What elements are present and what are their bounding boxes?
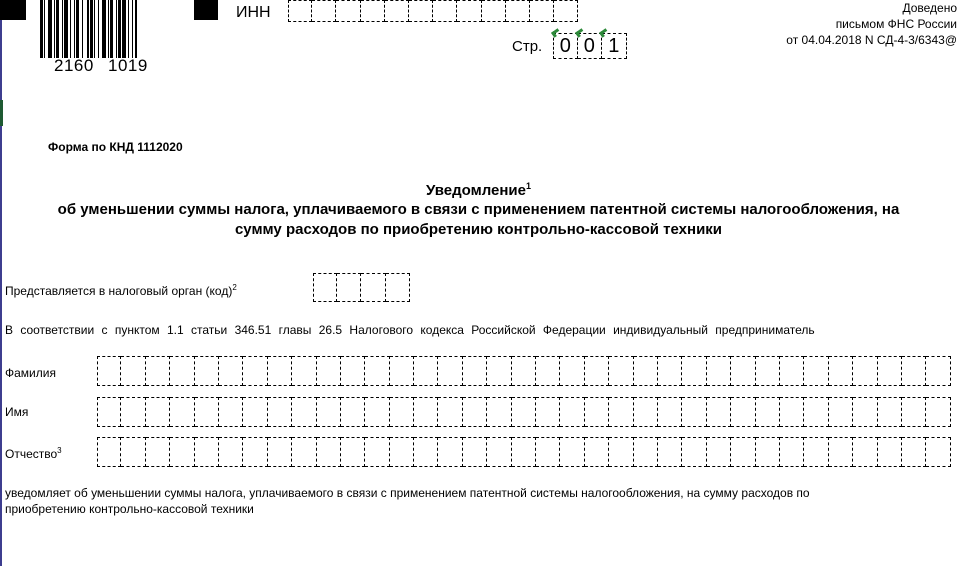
form-code: Форма по КНД 1112020 bbox=[48, 140, 183, 154]
barcode-bar bbox=[116, 0, 117, 58]
letter-cell[interactable] bbox=[170, 397, 194, 427]
letter-cell[interactable] bbox=[585, 437, 609, 467]
letter-cell[interactable] bbox=[438, 356, 462, 386]
approval-note-line1: Доведено bbox=[902, 1, 957, 15]
letter-cell[interactable] bbox=[341, 356, 365, 386]
barcode-bar bbox=[110, 0, 113, 58]
letter-cell[interactable] bbox=[878, 437, 902, 467]
letter-cell[interactable] bbox=[195, 397, 219, 427]
barcode-bar bbox=[62, 0, 63, 58]
letter-cell[interactable] bbox=[926, 356, 950, 386]
tax-authority-cells bbox=[313, 273, 410, 302]
letter-cell[interactable] bbox=[243, 437, 267, 467]
letter-cell[interactable] bbox=[926, 437, 950, 467]
barcode-bar bbox=[87, 0, 88, 58]
letter-cell[interactable] bbox=[219, 437, 243, 467]
notice-line1: уведомляет об уменьшении суммы налога, уплачиваемого в связи с применением патентной системы налогообложения, на сумму расходов по bbox=[5, 486, 810, 500]
barcode-number-left: 2160 bbox=[54, 56, 94, 75]
inn-cell[interactable] bbox=[482, 0, 506, 22]
barcode-bar bbox=[44, 0, 45, 58]
letter-cell[interactable] bbox=[365, 356, 389, 386]
page-digit-cell[interactable] bbox=[553, 33, 578, 59]
letter-cell[interactable] bbox=[292, 397, 316, 427]
patronymic-cells bbox=[97, 437, 951, 467]
tax-code-cell[interactable] bbox=[361, 273, 385, 302]
letter-cell[interactable] bbox=[487, 356, 511, 386]
letter-cell[interactable] bbox=[414, 356, 438, 386]
barcode-bar bbox=[108, 0, 109, 58]
barcode-bar bbox=[56, 0, 59, 58]
letter-cell[interactable] bbox=[878, 397, 902, 427]
letter-cell[interactable] bbox=[365, 437, 389, 467]
barcode bbox=[40, 0, 164, 58]
letter-cell[interactable] bbox=[219, 397, 243, 427]
letter-cell[interactable] bbox=[829, 437, 853, 467]
letter-cell[interactable] bbox=[756, 397, 780, 427]
letter-cell[interactable] bbox=[97, 397, 121, 427]
letter-cell[interactable] bbox=[780, 356, 804, 386]
letter-cell[interactable] bbox=[853, 397, 877, 427]
letter-cell[interactable] bbox=[804, 437, 828, 467]
letter-cell[interactable] bbox=[902, 356, 926, 386]
inn-cell[interactable] bbox=[554, 0, 578, 22]
title-line2: об уменьшении суммы налога, уплачиваемого в связи с применением патентной системы налогообложения, на bbox=[57, 201, 900, 218]
letter-cell[interactable] bbox=[487, 437, 511, 467]
letter-cell[interactable] bbox=[268, 397, 292, 427]
letter-cell[interactable] bbox=[121, 397, 145, 427]
inn-cell[interactable] bbox=[361, 0, 385, 22]
barcode-bar bbox=[135, 0, 138, 58]
letter-cell[interactable] bbox=[609, 356, 633, 386]
inn-cell[interactable] bbox=[506, 0, 530, 22]
inn-cell[interactable] bbox=[312, 0, 336, 22]
letter-cell[interactable] bbox=[414, 437, 438, 467]
letter-cell[interactable] bbox=[731, 437, 755, 467]
letter-cell[interactable] bbox=[536, 437, 560, 467]
barcode-bar bbox=[70, 0, 71, 58]
letter-cell[interactable] bbox=[536, 397, 560, 427]
barcode-bar bbox=[128, 0, 129, 58]
surname-label: Фамилия bbox=[5, 366, 56, 380]
inn-cell[interactable] bbox=[288, 0, 312, 22]
approval-note-line3: от 04.04.2018 N СД-4-3/6343@ bbox=[786, 33, 957, 47]
inn-cell[interactable] bbox=[409, 0, 433, 22]
letter-cell[interactable] bbox=[341, 437, 365, 467]
tax-code-cell[interactable] bbox=[313, 273, 337, 302]
letter-cell[interactable] bbox=[463, 356, 487, 386]
letter-cell[interactable] bbox=[731, 356, 755, 386]
letter-cell[interactable] bbox=[463, 437, 487, 467]
inn-cell[interactable] bbox=[457, 0, 481, 22]
letter-cell[interactable] bbox=[707, 437, 731, 467]
letter-cell[interactable] bbox=[780, 397, 804, 427]
letter-cell[interactable] bbox=[390, 356, 414, 386]
inn-cell[interactable] bbox=[336, 0, 360, 22]
corner-marker-left bbox=[0, 0, 26, 20]
title-footnote: 1 bbox=[526, 181, 532, 191]
barcode-bar bbox=[54, 0, 55, 58]
name-cells bbox=[97, 397, 951, 427]
statement-text: В соответствии с пунктом 1.1 статьи 346.51 главы 26.5 Налогового кодекса Российской Федерации индивидуальный предприниматель bbox=[5, 323, 815, 337]
document-title bbox=[0, 176, 957, 201]
tax-code-cell[interactable] bbox=[337, 273, 361, 302]
letter-cell[interactable] bbox=[560, 437, 584, 467]
letter-cell[interactable] bbox=[878, 356, 902, 386]
letter-cell[interactable] bbox=[682, 397, 706, 427]
inn-cell[interactable] bbox=[433, 0, 457, 22]
barcode-bar bbox=[94, 0, 95, 58]
letter-cell[interactable] bbox=[756, 356, 780, 386]
barcode-bar bbox=[90, 0, 93, 58]
inn-cell[interactable] bbox=[385, 0, 409, 22]
letter-cell[interactable] bbox=[560, 397, 584, 427]
letter-cell[interactable] bbox=[317, 397, 341, 427]
letter-cell[interactable] bbox=[512, 437, 536, 467]
approval-note bbox=[786, 0, 957, 48]
letter-cell[interactable] bbox=[390, 437, 414, 467]
letter-cell[interactable] bbox=[438, 437, 462, 467]
letter-cell[interactable] bbox=[756, 437, 780, 467]
letter-cell[interactable] bbox=[317, 356, 341, 386]
letter-cell[interactable] bbox=[707, 397, 731, 427]
surname-cells bbox=[97, 356, 951, 386]
page-digit: 1 bbox=[608, 35, 620, 57]
page-digit: 0 bbox=[559, 35, 571, 57]
barcode-bar bbox=[64, 0, 68, 58]
patronymic-label bbox=[5, 446, 62, 461]
letter-cell[interactable] bbox=[560, 356, 584, 386]
barcode-number-right: 1019 bbox=[108, 56, 148, 75]
letter-cell[interactable] bbox=[170, 437, 194, 467]
letter-cell[interactable] bbox=[902, 437, 926, 467]
letter-cell[interactable] bbox=[317, 437, 341, 467]
letter-cell[interactable] bbox=[414, 397, 438, 427]
page-digit-cell[interactable] bbox=[602, 33, 627, 59]
barcode-bar bbox=[98, 0, 99, 58]
letter-cell[interactable] bbox=[487, 397, 511, 427]
inn-cell[interactable] bbox=[530, 0, 554, 22]
barcode-bar bbox=[132, 0, 133, 58]
page-label: Стр. bbox=[512, 38, 543, 55]
inn-label: ИНН bbox=[236, 4, 271, 21]
patronymic-text: Отчество bbox=[5, 447, 58, 461]
letter-cell[interactable] bbox=[902, 397, 926, 427]
letter-cell[interactable] bbox=[585, 397, 609, 427]
inn-cells bbox=[288, 0, 578, 22]
letter-cell[interactable] bbox=[609, 397, 633, 427]
left-border-line bbox=[0, 0, 2, 566]
barcode-bar bbox=[82, 0, 83, 58]
letter-cell[interactable] bbox=[682, 356, 706, 386]
letter-cell[interactable] bbox=[292, 356, 316, 386]
notice-line2: приобретению контрольно-кассовой техники bbox=[5, 502, 254, 516]
letter-cell[interactable] bbox=[609, 437, 633, 467]
letter-cell[interactable] bbox=[243, 397, 267, 427]
name-label: Имя bbox=[5, 405, 29, 419]
letter-cell[interactable] bbox=[829, 397, 853, 427]
letter-cell[interactable] bbox=[658, 356, 682, 386]
letter-cell[interactable] bbox=[390, 397, 414, 427]
tax-authority-footnote: 2 bbox=[232, 283, 237, 292]
title-line3: сумму расходов по приобретению контрольно-кассовой техники bbox=[234, 221, 723, 238]
barcode-bar bbox=[74, 0, 75, 58]
barcode-bar bbox=[102, 0, 106, 58]
letter-cell[interactable] bbox=[585, 356, 609, 386]
letter-cell[interactable] bbox=[219, 356, 243, 386]
letter-cell[interactable] bbox=[146, 437, 170, 467]
barcode-bar bbox=[122, 0, 126, 58]
letter-cell[interactable] bbox=[682, 437, 706, 467]
letter-cell[interactable] bbox=[804, 356, 828, 386]
letter-cell[interactable] bbox=[170, 356, 194, 386]
page-number-cells bbox=[553, 33, 627, 59]
letter-cell[interactable] bbox=[292, 437, 316, 467]
letter-cell[interactable] bbox=[634, 397, 658, 427]
letter-cell[interactable] bbox=[268, 437, 292, 467]
letter-cell[interactable] bbox=[146, 397, 170, 427]
letter-cell[interactable] bbox=[804, 397, 828, 427]
page-digit: 0 bbox=[583, 35, 595, 57]
barcode-bar bbox=[76, 0, 79, 58]
letter-cell[interactable] bbox=[463, 397, 487, 427]
letter-cell[interactable] bbox=[512, 397, 536, 427]
approval-note-line2: письмом ФНС России bbox=[835, 17, 957, 31]
letter-cell[interactable] bbox=[341, 397, 365, 427]
letter-cell[interactable] bbox=[731, 397, 755, 427]
letter-cell[interactable] bbox=[97, 356, 121, 386]
letter-cell[interactable] bbox=[829, 356, 853, 386]
letter-cell[interactable] bbox=[780, 437, 804, 467]
tax-authority-label bbox=[5, 283, 237, 298]
letter-cell[interactable] bbox=[438, 397, 462, 427]
letter-cell[interactable] bbox=[853, 437, 877, 467]
letter-cell[interactable] bbox=[853, 356, 877, 386]
barcode-bar bbox=[118, 0, 121, 58]
letter-cell[interactable] bbox=[243, 356, 267, 386]
letter-cell[interactable] bbox=[658, 437, 682, 467]
letter-cell[interactable] bbox=[121, 437, 145, 467]
tax-code-cell[interactable] bbox=[386, 273, 410, 302]
letter-cell[interactable] bbox=[536, 356, 560, 386]
letter-cell[interactable] bbox=[97, 437, 121, 467]
letter-cell[interactable] bbox=[195, 356, 219, 386]
barcode-bar bbox=[48, 0, 52, 58]
letter-cell[interactable] bbox=[926, 397, 950, 427]
letter-cell[interactable] bbox=[512, 356, 536, 386]
letter-cell[interactable] bbox=[268, 356, 292, 386]
left-edge-mark bbox=[0, 100, 3, 126]
letter-cell[interactable] bbox=[634, 356, 658, 386]
letter-cell[interactable] bbox=[365, 397, 389, 427]
page-digit-cell[interactable] bbox=[578, 33, 603, 59]
barcode-bar bbox=[40, 0, 43, 58]
corner-marker-mid bbox=[194, 0, 218, 20]
letter-cell[interactable] bbox=[634, 437, 658, 467]
letter-cell[interactable] bbox=[146, 356, 170, 386]
letter-cell[interactable] bbox=[658, 397, 682, 427]
letter-cell[interactable] bbox=[121, 356, 145, 386]
patronymic-footnote: 3 bbox=[57, 446, 62, 455]
letter-cell[interactable] bbox=[707, 356, 731, 386]
title-line1: Уведомление bbox=[425, 182, 526, 199]
letter-cell[interactable] bbox=[195, 437, 219, 467]
tax-authority-text: Представляется в налоговый орган (код) bbox=[5, 284, 233, 298]
